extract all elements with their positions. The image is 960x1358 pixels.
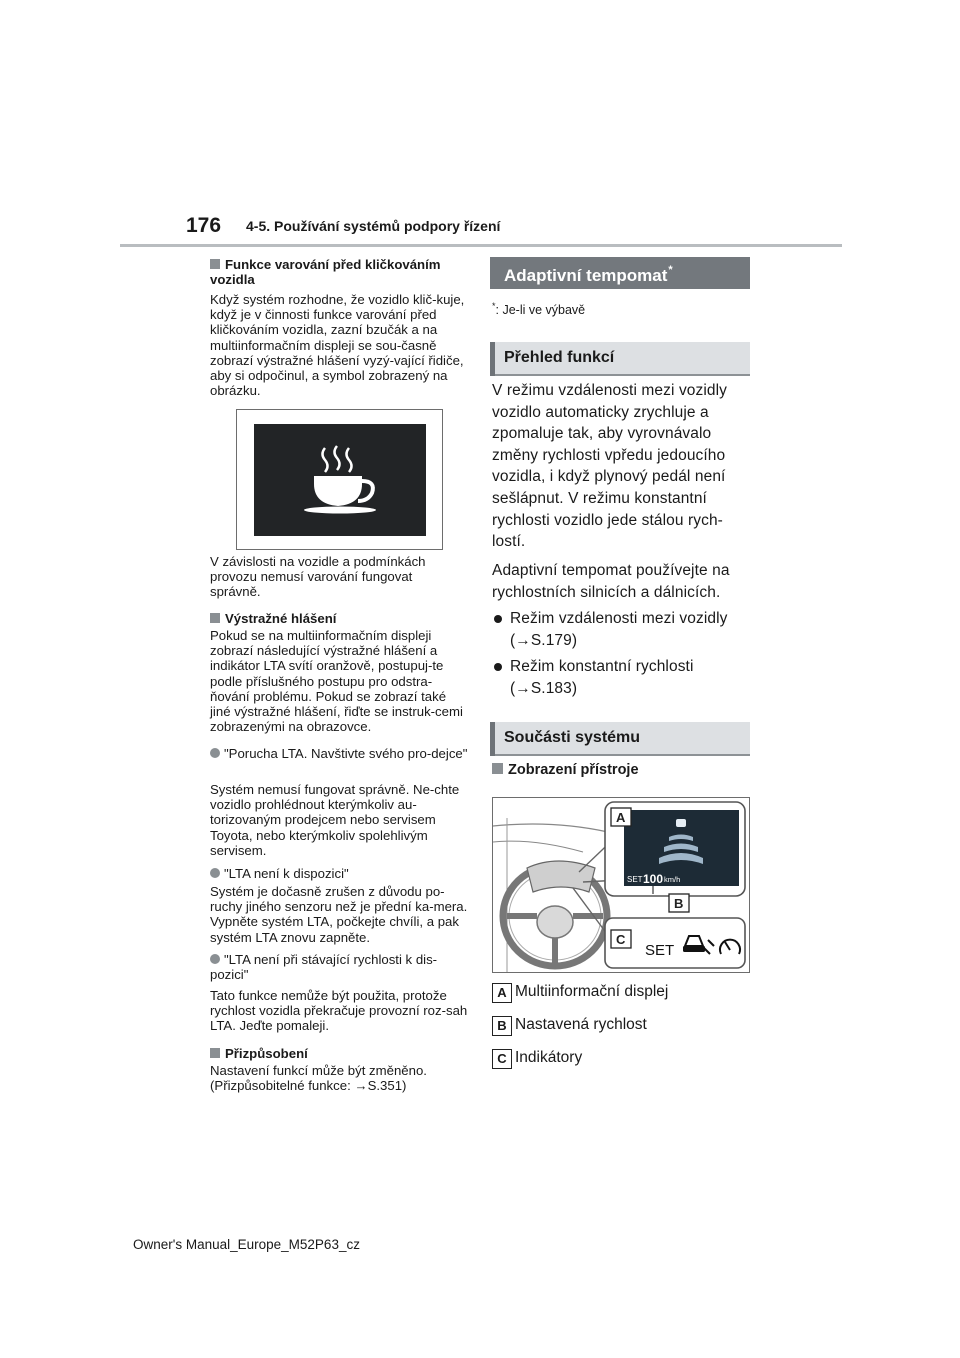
legend-text-b: Nastavená rychlost: [515, 1016, 647, 1033]
paragraph-drowsiness: Když systém rozhodne, že vozidlo klič-kuje, když je v činnosti funkce varování před kličkováním vozidla, zazní bzučák a na multiinformačním displeji se sou-časně zobrazí výstražné hlášení vyzý-vající řidiče, aby si odpočinul, a symbol zobrazený na obrázku.: [210, 292, 465, 399]
bullet-text: "LTA není při stávající rychlosti k dis-pozici": [210, 952, 438, 983]
round-bullet-icon: [210, 954, 220, 964]
section-title: Součásti systému: [504, 729, 641, 746]
mode-distance-item: Režim vzdálenosti mezi vozidly (→S.179): [510, 608, 750, 651]
instrument-figure: [492, 797, 750, 973]
bullet-dot-icon: [494, 663, 502, 671]
coffee-cup-icon: [254, 424, 426, 536]
bullet-text: "Porucha LTA. Navštivte svého pro-dejce": [224, 746, 468, 761]
legend-text-c: Indikátory: [515, 1049, 583, 1066]
square-bullet-icon: [210, 1048, 220, 1058]
paragraph-b2: Systém je dočasně zrušen z důvodu po-ruchy jiného senzoru než je přední ka-mera. Vypněte systém LTA, počkejte chvíli, a pak systém LTA znovu zapněte.: [210, 884, 468, 945]
section-bar-overview: [490, 342, 750, 376]
round-bullet-icon: [210, 748, 220, 758]
bullet-item: [210, 952, 470, 982]
square-bullet-icon: [210, 613, 220, 623]
legend-key-c: C: [492, 1049, 512, 1069]
legend-key-b: B: [492, 1016, 512, 1036]
heading-instrument-display: [492, 763, 752, 778]
bullet-item: [210, 746, 470, 761]
bullet-text: "LTA není k dispozici": [224, 866, 349, 881]
square-bullet-icon: [492, 763, 503, 774]
paragraph-customization: [210, 1063, 470, 1093]
heading-text: Zobrazení přístroje: [508, 762, 639, 778]
custom-line-2[interactable]: (Přizpůsobitelné funkce: →S.351): [210, 1078, 407, 1094]
legend-text-a: Multiinformační displej: [515, 983, 669, 1000]
square-bullet-icon: [210, 259, 220, 269]
heading-customization: [210, 1046, 470, 1061]
paragraph-usage: Adaptivní tempomat používejte na rychlostních silnicích a dálnicích.: [492, 562, 730, 601]
paragraph-b3: Tato funkce nemůže být použita, protože rychlost vozidla překračuje provozní roz-sah LTA. Jeďte pomaleji.: [210, 988, 468, 1034]
bar-marker: [490, 722, 495, 756]
heading-text: Přizpůsobení: [225, 1046, 308, 1061]
page-ref-link[interactable]: (→S.179): [510, 631, 578, 649]
display-screen: [254, 424, 426, 536]
dashboard-illustration: [493, 798, 749, 972]
custom-line-1: Nastavení funkcí může být změněno.: [210, 1063, 427, 1078]
chapter-title: 4-5. Používání systémů podpory řízení: [246, 218, 501, 234]
set-large-text: SET: [645, 942, 675, 959]
speed-text: 100: [643, 872, 664, 886]
mode-constant-item: Režim konstantní rychlosti (→S.183): [510, 656, 750, 699]
paragraph-depend: V závislosti na vozidle a podmínkách provozu nemusí varování fungovat správně.: [210, 554, 426, 600]
legend-key-a: A: [492, 983, 512, 1003]
label-a: A: [616, 810, 626, 825]
paragraph-b1: Systém nemusí fungovat správně. Ne-chte vozidlo prohlédnout kterýmkoliv au-torizovaným prodejcem nebo servisem Toyota, nebo kterýmkoliv spolehlivým servisem.: [210, 782, 460, 858]
paragraph-overview: V režimu vzdálenosti mezi vozidly vozidlo automaticky zrychluje a zpomaluje tak, aby vyrovnávalo změny rychlosti vpředu jedoucího vozidla, i když plynový pedál není sešlápnut. V režimu konstantní rychlosti vozidlo jede stálou rych-lostí.: [492, 382, 728, 551]
header-rule: [120, 244, 842, 247]
coffee-warning-figure: [236, 409, 443, 550]
heading-text: Funkce varování před kličkováním vozidla: [210, 257, 441, 287]
heading-text: Výstražné hlášení: [225, 611, 337, 626]
bar-marker: [490, 342, 495, 376]
page-ref-link[interactable]: (→S.183): [510, 679, 578, 697]
heading-warning-message: [210, 611, 470, 626]
section-bar-components: [490, 722, 750, 756]
unit-text: km/h: [664, 875, 681, 884]
paragraph-warning: Pokud se na multiinformačním displeji zobrazí následující výstražné hlášení a indikátor LTA svítí oranžově, postupuj-te podle příslušného postupu pro odstra-ňování problému. Pokud se zobrazí také jiné výstražné hlášení, řiďte se instruk-cemi zobrazenými na obrazovce.: [210, 628, 463, 735]
section-bar-adaptive-cruise: [490, 257, 750, 289]
section-title: Přehled funkcí: [504, 349, 615, 366]
set-small-text: SET: [627, 875, 643, 884]
page-number: 176: [186, 214, 222, 237]
bullet-dot-icon: [494, 615, 502, 623]
heading-drowsiness-warning: [210, 257, 470, 287]
round-bullet-icon: [210, 868, 220, 878]
footnote: *: Je-li ve výbavě: [492, 301, 586, 318]
label-c: C: [616, 932, 626, 947]
section-title: Adaptivní tempomat*: [504, 264, 673, 285]
label-b: B: [674, 896, 684, 911]
footer-manual-id: Owner's Manual_Europe_M52P63_cz: [133, 1237, 360, 1252]
bullet-item: [210, 866, 470, 881]
